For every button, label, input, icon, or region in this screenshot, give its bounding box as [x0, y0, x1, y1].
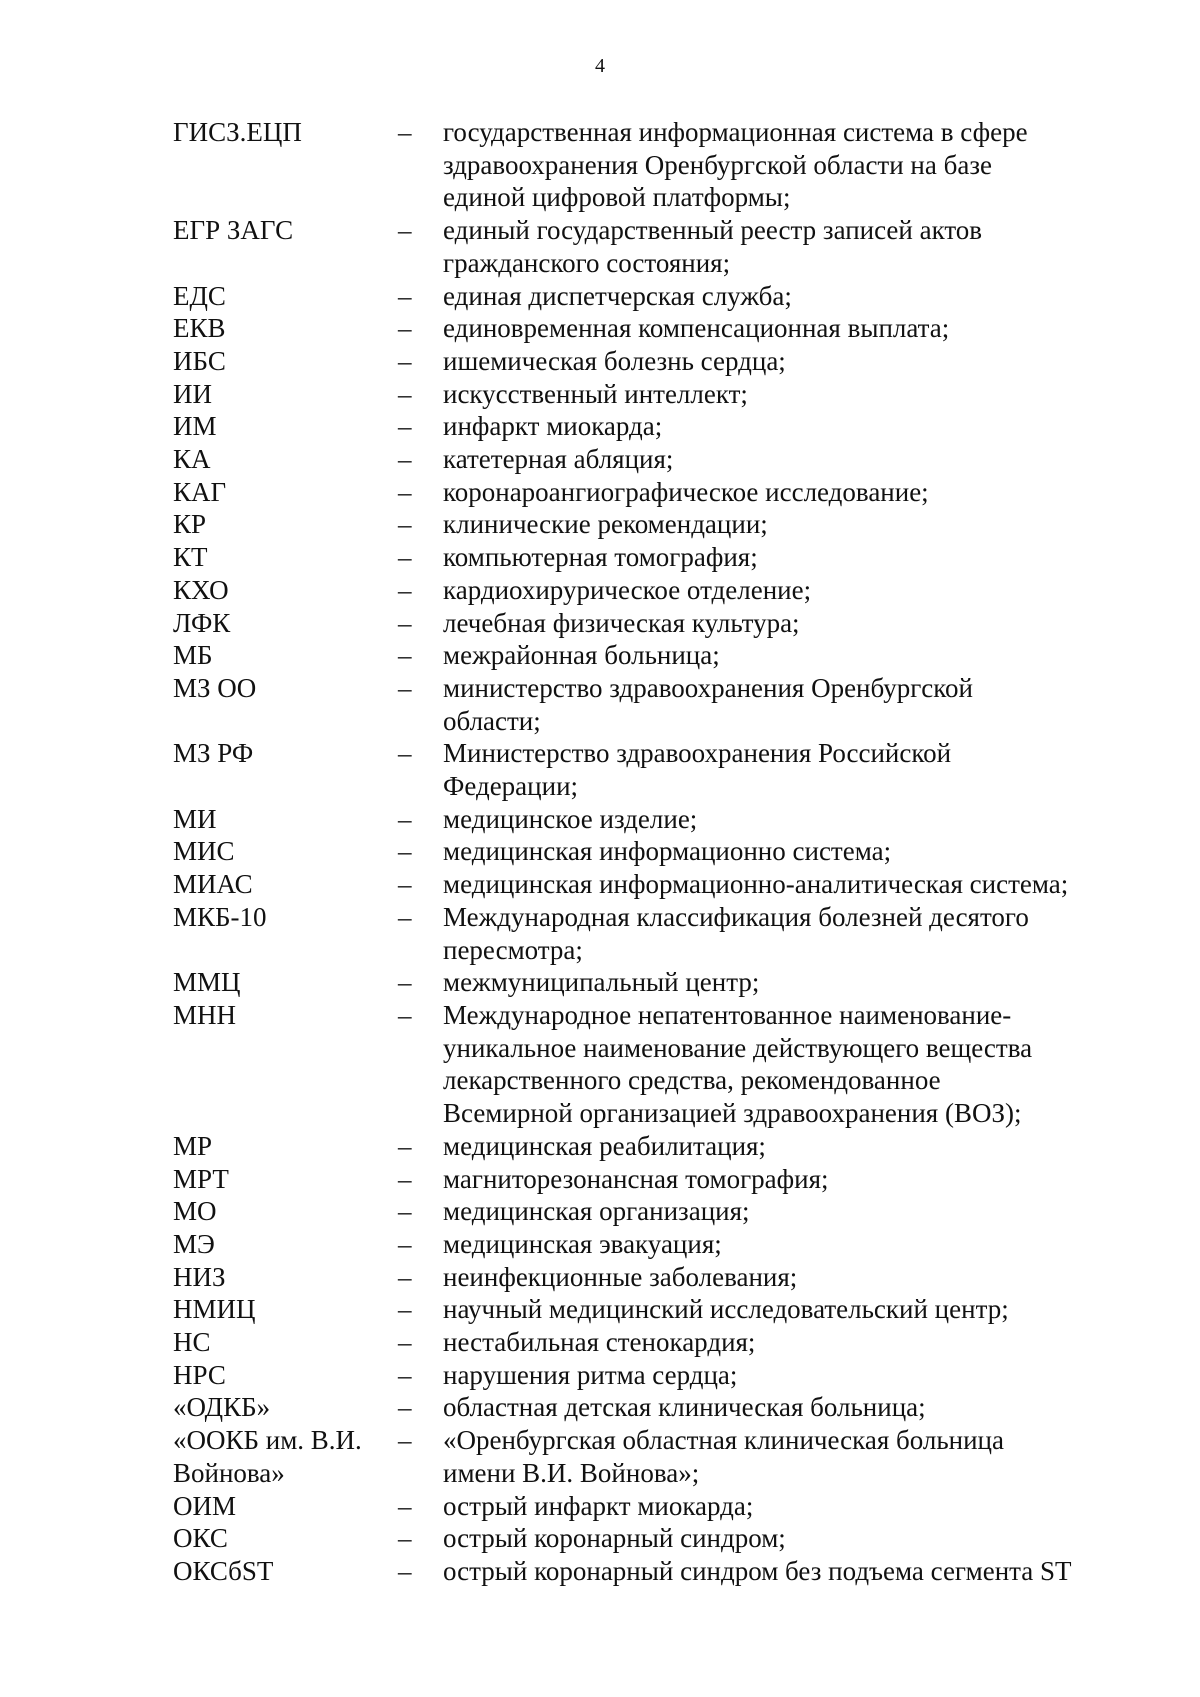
- abbreviation-definition: магниторезонансная томография;: [443, 1163, 829, 1194]
- abbreviation-definition: катетерная абляция;: [443, 444, 674, 475]
- abbreviation-term: НИЗ: [173, 1261, 226, 1292]
- abbreviation-dash: –: [398, 574, 412, 605]
- abbreviation-definition: медицинская организация;: [443, 1196, 750, 1227]
- abbreviation-definition: государственная информационная система в сфере здравоохранения Оренбургской области на базе единой цифровой платформы;: [443, 117, 1028, 213]
- abbreviation-dash: –: [398, 542, 412, 573]
- abbreviation-term: ЕГР ЗАГС: [173, 215, 294, 246]
- abbreviation-row: [173, 1130, 1123, 1163]
- abbreviation-dash: –: [398, 444, 412, 475]
- abbreviation-row: [173, 312, 1123, 345]
- abbreviation-row: [173, 1555, 1123, 1588]
- abbreviation-row: [173, 835, 1123, 868]
- abbreviation-definition: единый государственный реестр записей актов гражданского состояния;: [443, 215, 983, 278]
- abbreviation-row: [173, 1391, 1123, 1424]
- abbreviation-term: КХО: [173, 574, 229, 605]
- abbreviation-term: НРС: [173, 1359, 226, 1390]
- abbreviation-dash: –: [398, 738, 412, 769]
- abbreviation-definition: Международное непатентованное наименование- уникальное наименование действующего вещества лекарственного средства, рекомендованное Всемирной организацией здравоохранения (ВОЗ);: [443, 999, 1033, 1129]
- abbreviation-row: [173, 410, 1123, 443]
- abbreviation-term: ОИМ: [173, 1490, 237, 1521]
- abbreviation-definition: областная детская клиническая больница;: [443, 1392, 926, 1423]
- abbreviation-row: [173, 1359, 1123, 1392]
- abbreviation-dash: –: [398, 215, 412, 246]
- abbreviation-dash: –: [398, 869, 412, 900]
- abbreviation-term: ИМ: [173, 411, 217, 442]
- abbreviation-term: МИ: [173, 803, 217, 834]
- abbreviation-term: МИС: [173, 836, 235, 867]
- abbreviation-row: [173, 1522, 1123, 1555]
- abbreviation-term: ЛФК: [173, 607, 231, 638]
- abbreviation-dash: –: [398, 836, 412, 867]
- abbreviation-dash: –: [398, 476, 412, 507]
- abbreviation-definition: медицинская эвакуация;: [443, 1228, 722, 1259]
- abbreviation-row: [173, 574, 1123, 607]
- abbreviation-definition: межмуниципальный центр;: [443, 967, 760, 998]
- abbreviation-term: ИИ: [173, 378, 212, 409]
- abbreviation-definition: искусственный интеллект;: [443, 378, 748, 409]
- abbreviation-dash: –: [398, 1130, 412, 1161]
- abbreviation-definition: медицинская информационно система;: [443, 836, 892, 867]
- abbreviation-dash: –: [398, 1228, 412, 1259]
- abbreviation-row: [173, 607, 1123, 640]
- abbreviation-dash: –: [398, 117, 412, 147]
- abbreviation-dash: –: [398, 1163, 412, 1194]
- abbreviation-term: МЗ РФ: [173, 738, 254, 769]
- abbreviation-term: ОКС: [173, 1523, 228, 1554]
- abbreviation-row: [173, 541, 1123, 574]
- abbreviation-dash: –: [398, 1490, 412, 1521]
- abbreviation-dash: –: [398, 1425, 412, 1456]
- abbreviation-definition: неинфекционные заболевания;: [443, 1261, 798, 1292]
- abbreviation-dash: –: [398, 313, 412, 344]
- abbreviation-definition: инфаркт миокарда;: [443, 411, 663, 442]
- abbreviation-row: [173, 672, 1123, 737]
- abbreviation-definition: компьютерная томография;: [443, 542, 758, 573]
- abbreviation-definition: медицинская информационно-аналитическая система;: [443, 869, 1069, 900]
- abbreviation-term: ГИСЗ.ЕЦП: [173, 117, 302, 147]
- abbreviation-dash: –: [398, 280, 412, 311]
- abbreviation-definition: единовременная компенсационная выплата;: [443, 313, 950, 344]
- abbreviation-dash: –: [398, 999, 412, 1030]
- abbreviation-term: ММЦ: [173, 967, 241, 998]
- abbreviation-row: [173, 1490, 1123, 1523]
- abbreviation-row: [173, 1163, 1123, 1196]
- abbreviation-dash: –: [398, 1359, 412, 1390]
- abbreviation-row: [173, 1228, 1123, 1261]
- abbreviation-row: [173, 1261, 1123, 1294]
- abbreviation-row: [173, 476, 1123, 509]
- abbreviation-row: [173, 345, 1123, 378]
- abbreviation-term: ЕКВ: [173, 313, 226, 344]
- page-number: 4: [595, 55, 605, 77]
- abbreviation-definition: медицинское изделие;: [443, 803, 698, 834]
- abbreviation-list: [173, 116, 1123, 1588]
- abbreviation-term: МБ: [173, 640, 213, 671]
- abbreviation-term: МКБ-10: [173, 901, 267, 932]
- abbreviation-term: КТ: [173, 542, 208, 573]
- abbreviation-row: [173, 280, 1123, 313]
- abbreviation-dash: –: [398, 1392, 412, 1423]
- abbreviation-dash: –: [398, 411, 412, 442]
- abbreviation-dash: –: [398, 1523, 412, 1554]
- abbreviation-dash: –: [398, 640, 412, 671]
- abbreviation-term: МР: [173, 1130, 213, 1161]
- abbreviation-row: [173, 1326, 1123, 1359]
- abbreviation-row: [173, 1424, 1123, 1489]
- abbreviation-dash: –: [398, 803, 412, 834]
- abbreviation-definition: медицинская реабилитация;: [443, 1130, 766, 1161]
- abbreviation-term: МЭ: [173, 1228, 215, 1259]
- abbreviation-row: [173, 508, 1123, 541]
- abbreviation-dash: –: [398, 672, 412, 703]
- abbreviation-definition: нарушения ритма сердца;: [443, 1359, 738, 1390]
- abbreviation-term: ЕДС: [173, 280, 226, 311]
- abbreviation-definition: лечебная физическая культура;: [443, 607, 800, 638]
- abbreviation-row: [173, 966, 1123, 999]
- abbreviation-row: [173, 901, 1123, 966]
- abbreviation-term: «ОДКБ»: [173, 1392, 271, 1423]
- abbreviation-definition: «Оренбургская областная клиническая больница имени В.И. Войнова»;: [443, 1425, 1004, 1488]
- abbreviation-definition: клинические рекомендации;: [443, 509, 768, 540]
- abbreviation-term: ОКСбST: [173, 1555, 274, 1586]
- abbreviation-row: [173, 868, 1123, 901]
- abbreviation-row: [173, 214, 1123, 279]
- abbreviation-term: МНН: [173, 999, 237, 1030]
- abbreviation-definition: единая диспетчерская служба;: [443, 280, 792, 311]
- abbreviation-row: [173, 1293, 1123, 1326]
- abbreviation-row: [173, 803, 1123, 836]
- abbreviation-dash: –: [398, 1196, 412, 1227]
- abbreviation-definition: острый коронарный синдром;: [443, 1523, 786, 1554]
- abbreviation-definition: кардиохирурическое отделение;: [443, 574, 812, 605]
- abbreviation-dash: –: [398, 1327, 412, 1358]
- abbreviation-definition: ишемическая болезнь сердца;: [443, 345, 786, 376]
- abbreviation-term: МИАС: [173, 869, 253, 900]
- abbreviation-definition: Международная классификация болезней десятого пересмотра;: [443, 901, 1029, 965]
- abbreviation-dash: –: [398, 1261, 412, 1292]
- abbreviation-dash: –: [398, 378, 412, 409]
- abbreviation-definition: нестабильная стенокардия;: [443, 1327, 756, 1358]
- abbreviation-definition: межрайонная больница;: [443, 640, 720, 671]
- abbreviation-definition: острый коронарный синдром без подъема сегмента ST: [443, 1555, 1072, 1586]
- abbreviation-term: «ООКБ им. В.И. Войнова»: [173, 1425, 362, 1488]
- abbreviation-term: МО: [173, 1196, 217, 1227]
- abbreviation-term: КР: [173, 509, 207, 540]
- abbreviation-definition: коронароангиографическое исследование;: [443, 476, 929, 507]
- abbreviation-term: МРТ: [173, 1163, 229, 1194]
- abbreviation-dash: –: [398, 345, 412, 376]
- abbreviation-definition: Министерство здравоохранения Российской Федерации;: [443, 738, 952, 802]
- abbreviation-dash: –: [398, 1555, 412, 1586]
- abbreviation-row: [173, 116, 1123, 214]
- abbreviation-row: [173, 999, 1123, 1130]
- abbreviation-definition: министерство здравоохранения Оренбургской области;: [443, 672, 973, 736]
- abbreviation-dash: –: [398, 967, 412, 998]
- abbreviation-term: КАГ: [173, 476, 227, 507]
- abbreviation-dash: –: [398, 509, 412, 540]
- abbreviation-row: [173, 443, 1123, 476]
- abbreviation-dash: –: [398, 1294, 412, 1325]
- abbreviation-term: КА: [173, 444, 211, 475]
- abbreviation-row: [173, 1195, 1123, 1228]
- abbreviation-definition: острый инфаркт миокарда;: [443, 1490, 754, 1521]
- abbreviation-row: [173, 737, 1123, 802]
- abbreviation-definition: научный медицинский исследовательский центр;: [443, 1294, 1009, 1325]
- abbreviation-term: НМИЦ: [173, 1294, 256, 1325]
- abbreviation-term: НС: [173, 1327, 211, 1358]
- abbreviation-dash: –: [398, 901, 412, 932]
- abbreviation-term: ИБС: [173, 345, 226, 376]
- abbreviation-dash: –: [398, 607, 412, 638]
- abbreviation-row: [173, 639, 1123, 672]
- abbreviation-row: [173, 378, 1123, 411]
- abbreviation-term: МЗ ОО: [173, 672, 257, 703]
